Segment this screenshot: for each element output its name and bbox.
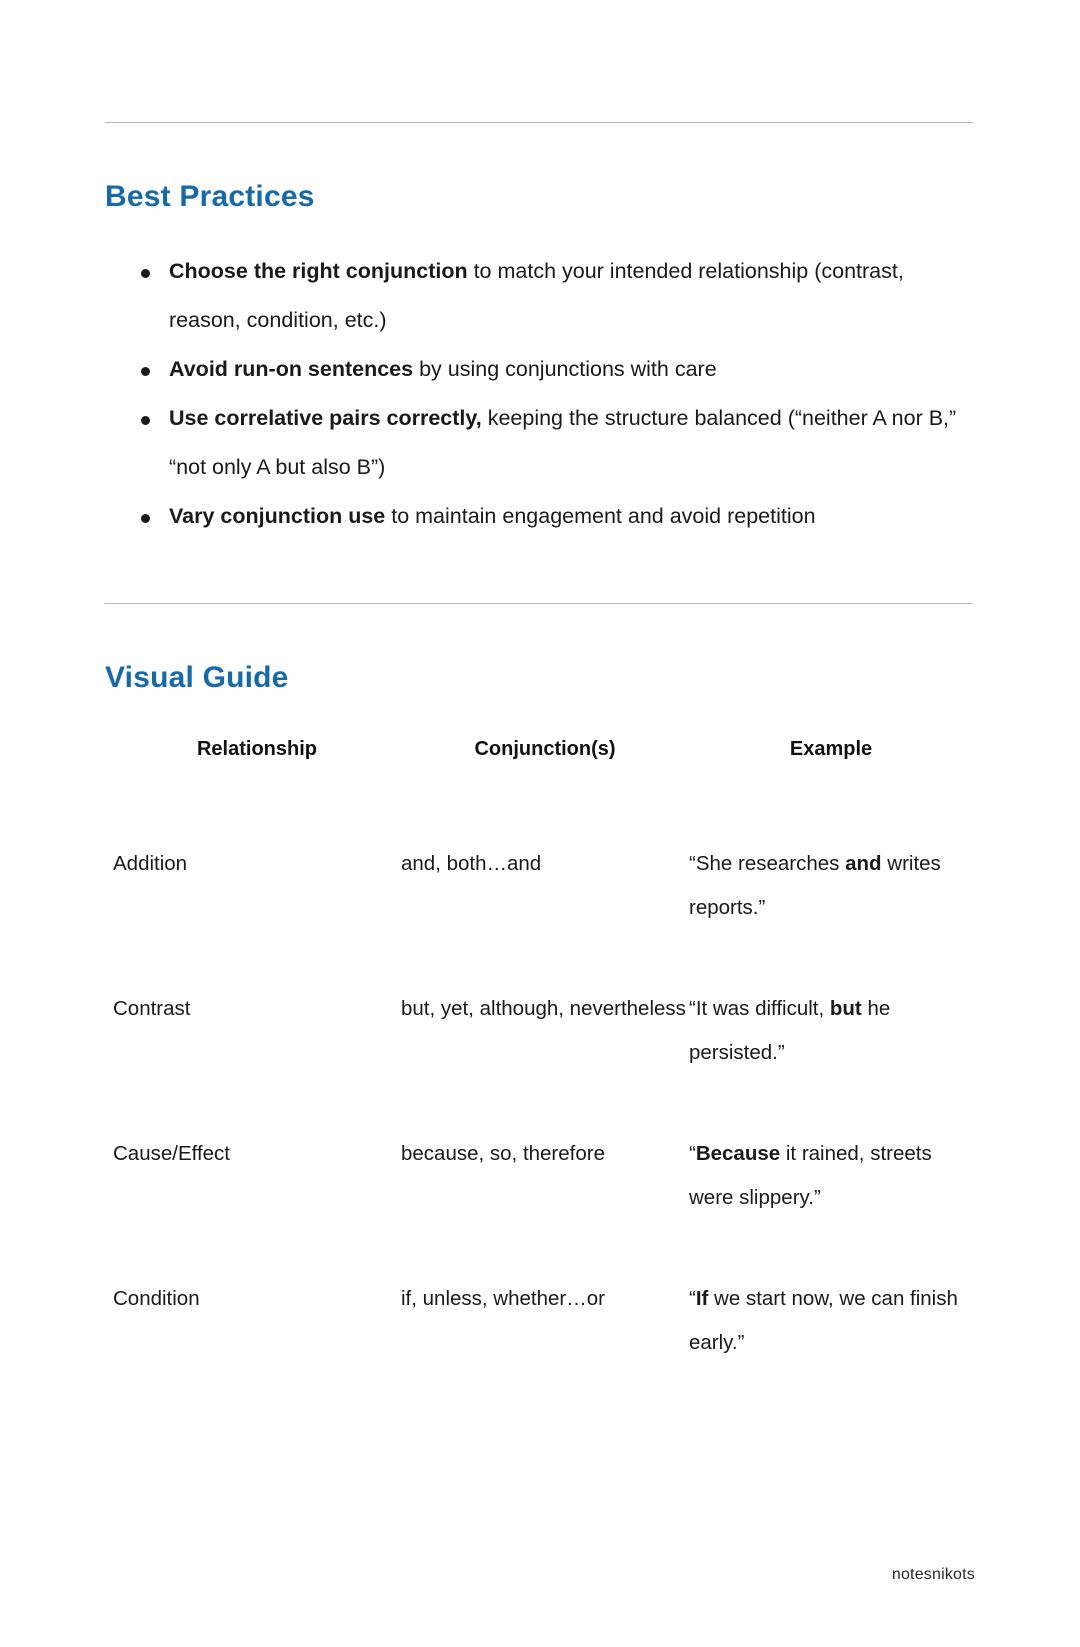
list-item-text: keeping the structure balanced (“neither A nor B,” “not only A but also B”) bbox=[169, 406, 957, 479]
document-page bbox=[0, 122, 1080, 1647]
example-highlight: but bbox=[829, 997, 862, 1020]
example-suffix: he persisted.” bbox=[689, 997, 891, 1064]
list-item bbox=[105, 492, 975, 541]
list-item-text: to maintain engagement and avoid repetition bbox=[385, 504, 816, 528]
column-header-example: Example bbox=[789, 738, 873, 760]
divider-top bbox=[105, 122, 973, 123]
list-item-strong: Use correlative pairs correctly, bbox=[169, 406, 482, 430]
example-suffix: it rained, streets were slippery.” bbox=[689, 1142, 932, 1209]
list-item bbox=[105, 247, 975, 345]
list-item bbox=[105, 394, 975, 492]
cell-example bbox=[689, 1277, 973, 1422]
visual-guide-table bbox=[113, 738, 973, 1422]
cell-conjunctions: if, unless, whether…or bbox=[401, 1287, 605, 1310]
example-suffix: we start now, we can finish early.” bbox=[689, 1287, 958, 1354]
example-prefix: “She researches bbox=[689, 852, 846, 875]
cell-relationship: Contrast bbox=[113, 997, 191, 1020]
table-header-row bbox=[113, 738, 973, 842]
cell-relationship: Cause/Effect bbox=[113, 1142, 230, 1165]
cell-conjunctions: and, both…and bbox=[401, 852, 542, 875]
example-highlight: and bbox=[845, 852, 882, 875]
table-row bbox=[113, 1277, 973, 1422]
list-item bbox=[105, 345, 975, 394]
list-item-strong: Choose the right conjunction bbox=[169, 259, 468, 283]
cell-example bbox=[689, 1132, 973, 1277]
cell-conjunctions: but, yet, although, nevertheless bbox=[401, 997, 686, 1020]
list-item-strong: Vary conjunction use bbox=[169, 504, 386, 528]
table-row bbox=[113, 987, 973, 1132]
cell-relationship: Addition bbox=[113, 852, 188, 875]
column-header-conjunctions: Conjunction(s) bbox=[474, 738, 616, 760]
list-item-text: by using conjunctions with care bbox=[413, 357, 717, 381]
cell-example bbox=[689, 987, 973, 1132]
example-highlight: If bbox=[695, 1287, 709, 1310]
best-practices-list bbox=[105, 247, 975, 541]
example-highlight: Because bbox=[695, 1142, 781, 1165]
table-row bbox=[113, 842, 973, 987]
page-title-visual-guide: Visual Guide bbox=[105, 661, 289, 694]
cell-conjunctions: because, so, therefore bbox=[401, 1142, 605, 1165]
table-row bbox=[113, 1132, 973, 1277]
example-prefix: “ bbox=[689, 1287, 696, 1310]
list-item-text: to match your intended relationship (contrast, reason, condition, etc.) bbox=[169, 259, 904, 332]
divider-middle bbox=[105, 603, 973, 604]
visual-guide-section bbox=[105, 661, 975, 1422]
example-prefix: “It was difficult, bbox=[689, 997, 830, 1020]
page-title-best-practices: Best Practices bbox=[105, 180, 315, 213]
example-prefix: “ bbox=[689, 1142, 696, 1165]
example-suffix: writes reports.” bbox=[689, 852, 941, 919]
cell-relationship: Condition bbox=[113, 1287, 200, 1310]
footer-watermark: notesnikots bbox=[891, 1566, 975, 1583]
column-header-relationship: Relationship bbox=[196, 738, 317, 760]
list-item-strong: Avoid run-on sentences bbox=[169, 357, 414, 381]
cell-example bbox=[689, 842, 973, 987]
